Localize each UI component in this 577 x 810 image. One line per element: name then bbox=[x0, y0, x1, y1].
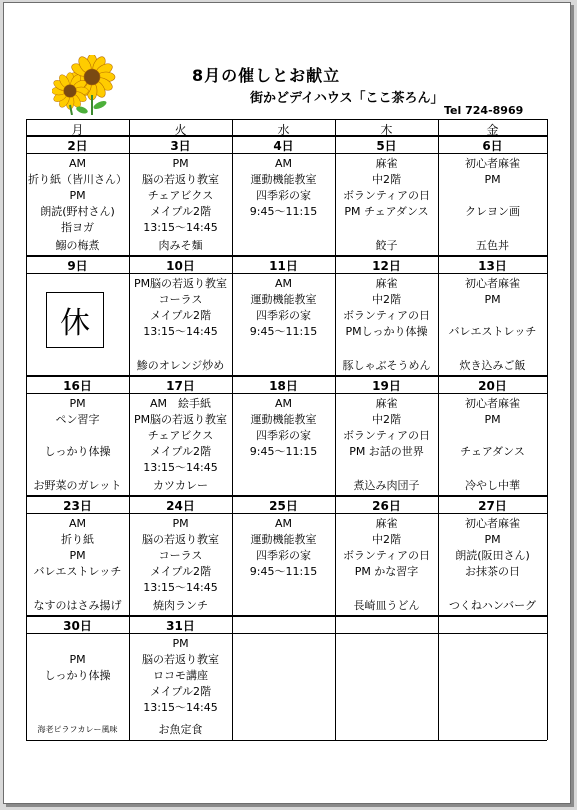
weekday-header: 水 bbox=[277, 123, 290, 137]
event-line: メイプル2階 bbox=[149, 445, 211, 458]
event-line: バレエストレッチ bbox=[33, 565, 122, 578]
day-events bbox=[335, 276, 438, 340]
event-line: コーラス bbox=[158, 293, 203, 306]
event-line: PM脳の若返り教室 bbox=[133, 413, 228, 426]
event-line: メイプル2階 bbox=[149, 565, 211, 578]
weekday-header: 火 bbox=[174, 123, 187, 137]
event-line: 朗読(野村さん) bbox=[40, 205, 115, 218]
holiday-mark: 休 bbox=[46, 292, 104, 348]
date-label: 13日 bbox=[478, 259, 507, 273]
event-line: PM チェアダンス bbox=[344, 205, 429, 218]
day-events bbox=[26, 396, 129, 460]
event-line: 中2階 bbox=[372, 413, 401, 426]
event-line: PM bbox=[172, 637, 189, 650]
lunch-menu: つくねハンバーグ bbox=[448, 599, 537, 612]
lunch-menu: なすのはさみ揚げ bbox=[33, 599, 122, 612]
event-line: 四季彩の家 bbox=[256, 189, 311, 202]
date-label: 3日 bbox=[170, 139, 191, 153]
event-line: 中2階 bbox=[372, 293, 401, 306]
event-line: 麻雀 bbox=[375, 277, 398, 290]
lunch-menu: 鰯の梅煮 bbox=[55, 239, 100, 252]
event-line bbox=[26, 636, 129, 652]
event-line: バレエストレッチ bbox=[448, 325, 537, 338]
event-line: AM bbox=[274, 157, 292, 170]
event-line: 13:15～14:45 bbox=[143, 701, 218, 714]
lunch-menu: 五色丼 bbox=[476, 239, 509, 252]
day-events bbox=[129, 396, 232, 476]
lunch-menu: 冷やし中華 bbox=[465, 479, 520, 492]
sunflower-icon bbox=[52, 55, 122, 115]
day-events bbox=[232, 156, 335, 220]
day-events bbox=[335, 516, 438, 580]
date-label: 17日 bbox=[166, 379, 195, 393]
event-line: チェアダンス bbox=[460, 445, 525, 458]
day-events bbox=[26, 636, 129, 684]
event-line: 中2階 bbox=[372, 173, 401, 186]
event-line: コーラス bbox=[158, 549, 203, 562]
date-label: 6日 bbox=[482, 139, 503, 153]
event-line: 指ヨガ bbox=[61, 221, 94, 234]
event-line bbox=[438, 188, 547, 204]
event-line: 初心者麻雀 bbox=[465, 517, 520, 530]
event-line: PM お話の世界 bbox=[349, 445, 424, 458]
event-line: AM bbox=[68, 517, 86, 530]
event-line: ボランティアの日 bbox=[342, 189, 431, 202]
event-line: 13:15～14:45 bbox=[143, 581, 218, 594]
date-label: 20日 bbox=[478, 379, 507, 393]
event-line: 脳の若返り教室 bbox=[142, 653, 219, 666]
date-label: 12日 bbox=[372, 259, 401, 273]
event-line: 朗読(阪田さん) bbox=[455, 549, 530, 562]
lunch-menu: お魚定食 bbox=[158, 723, 203, 736]
event-line: お抹茶の日 bbox=[465, 565, 520, 578]
event-line: PM bbox=[69, 397, 86, 410]
day-events bbox=[438, 516, 547, 580]
event-line: PM bbox=[69, 549, 86, 562]
page-title: 8月の催しとお献立 bbox=[192, 66, 341, 85]
date-label: 19日 bbox=[372, 379, 401, 393]
event-line: 四季彩の家 bbox=[256, 549, 311, 562]
event-line: 初心者麻雀 bbox=[465, 397, 520, 410]
event-line bbox=[26, 428, 129, 444]
event-line: PM bbox=[484, 413, 501, 426]
date-label: 18日 bbox=[269, 379, 298, 393]
day-events bbox=[26, 156, 129, 236]
event-calendar-table bbox=[26, 119, 547, 740]
day-events bbox=[335, 156, 438, 220]
event-line: 麻雀 bbox=[375, 397, 398, 410]
date-label: 27日 bbox=[478, 499, 507, 513]
day-events bbox=[26, 516, 129, 580]
event-line: 四季彩の家 bbox=[256, 429, 311, 442]
event-line: 初心者麻雀 bbox=[465, 157, 520, 170]
date-label: 31日 bbox=[166, 619, 195, 633]
date-label: 2日 bbox=[67, 139, 88, 153]
event-line: ペン習字 bbox=[55, 413, 100, 426]
event-line: AM 絵手紙 bbox=[149, 397, 211, 410]
event-line: PM bbox=[484, 173, 501, 186]
event-line: AM bbox=[68, 157, 86, 170]
event-line: 運動機能教室 bbox=[250, 413, 317, 426]
table-bottom-border bbox=[26, 740, 547, 741]
phone-number: Tel 724-8969 bbox=[444, 104, 524, 117]
event-line: ボランティアの日 bbox=[342, 549, 431, 562]
date-label: 23日 bbox=[63, 499, 92, 513]
event-line: PM bbox=[172, 517, 189, 530]
event-line: PM bbox=[69, 653, 86, 666]
lunch-menu: 肉みそ麺 bbox=[158, 239, 203, 252]
lunch-menu: 長崎皿うどん bbox=[353, 599, 420, 612]
event-line: 9:45～11:15 bbox=[249, 565, 318, 578]
lunch-menu: 鯵のオレンジ炒め bbox=[136, 359, 225, 372]
event-line: PM bbox=[172, 157, 189, 170]
event-line: 13:15～14:45 bbox=[143, 325, 218, 338]
event-line: AM bbox=[274, 277, 292, 290]
event-line: チェアビクス bbox=[147, 429, 214, 442]
event-line: AM bbox=[274, 517, 292, 530]
event-line: PM bbox=[484, 293, 501, 306]
event-line: メイプル2階 bbox=[149, 685, 211, 698]
event-line: PM脳の若返り教室 bbox=[133, 277, 228, 290]
event-line: 13:15～14:45 bbox=[143, 221, 218, 234]
day-events bbox=[232, 276, 335, 340]
event-line: 13:15～14:45 bbox=[143, 461, 218, 474]
day-events bbox=[232, 516, 335, 580]
day-events bbox=[129, 156, 232, 236]
date-label: 25日 bbox=[269, 499, 298, 513]
lunch-menu: お野菜のガレット bbox=[33, 479, 122, 492]
event-line: チェアビクス bbox=[147, 189, 214, 202]
event-line: しっかり体操 bbox=[44, 445, 111, 458]
event-line: 麻雀 bbox=[375, 517, 398, 530]
date-label: 4日 bbox=[273, 139, 294, 153]
date-label: 10日 bbox=[166, 259, 195, 273]
event-line: 運動機能教室 bbox=[250, 533, 317, 546]
event-line: メイプル2階 bbox=[149, 309, 211, 322]
event-line bbox=[438, 308, 547, 324]
event-line: 運動機能教室 bbox=[250, 173, 317, 186]
event-line: 四季彩の家 bbox=[256, 309, 311, 322]
event-line: PM bbox=[484, 533, 501, 546]
weekday-header: 月 bbox=[71, 123, 84, 137]
date-label: 16日 bbox=[63, 379, 92, 393]
event-line: 初心者麻雀 bbox=[465, 277, 520, 290]
day-events bbox=[129, 516, 232, 596]
event-line: 9:45～11:15 bbox=[249, 325, 318, 338]
event-line: しっかり体操 bbox=[44, 669, 111, 682]
lunch-menu: 焼肉ランチ bbox=[153, 599, 208, 612]
day-events bbox=[129, 276, 232, 340]
event-line: PMしっかり体操 bbox=[345, 325, 428, 338]
event-line: 麻雀 bbox=[375, 157, 398, 170]
event-line: 脳の若返り教室 bbox=[142, 533, 219, 546]
facility-name: 街かどデイハウス「ここ茶ろん」 bbox=[250, 91, 444, 106]
weekday-header: 金 bbox=[486, 123, 499, 137]
event-line: クレヨン画 bbox=[465, 205, 520, 218]
date-label: 30日 bbox=[63, 619, 92, 633]
lunch-menu: 豚しゃぶそうめん bbox=[342, 359, 431, 372]
day-events bbox=[438, 276, 547, 340]
lunch-menu: 餃子 bbox=[375, 239, 398, 252]
event-line: 中2階 bbox=[372, 533, 401, 546]
event-line: ロコモ講座 bbox=[153, 669, 208, 682]
event-line bbox=[438, 428, 547, 444]
event-line: 折り紙 bbox=[61, 533, 94, 546]
column-divider bbox=[547, 119, 548, 740]
event-line: 運動機能教室 bbox=[250, 293, 317, 306]
day-events bbox=[232, 396, 335, 460]
lunch-menu: カツカレー bbox=[153, 479, 208, 492]
weekday-header: 木 bbox=[380, 123, 393, 137]
date-label: 11日 bbox=[269, 259, 298, 273]
day-events bbox=[129, 636, 232, 716]
event-line: AM bbox=[274, 397, 292, 410]
event-line: PM bbox=[69, 189, 86, 202]
lunch-menu: 煮込み肉団子 bbox=[353, 479, 420, 492]
event-line: 脳の若返り教室 bbox=[142, 173, 219, 186]
date-label: 26日 bbox=[372, 499, 401, 513]
day-events bbox=[438, 396, 547, 460]
lunch-menu: 海老ピラフカレー風味 bbox=[37, 725, 118, 734]
event-line: 9:45～11:15 bbox=[249, 205, 318, 218]
table-top-border bbox=[26, 119, 547, 120]
day-events bbox=[438, 156, 547, 220]
event-line: ボランティアの日 bbox=[342, 429, 431, 442]
date-label: 24日 bbox=[166, 499, 195, 513]
event-line: 折り紙（皆川さん） bbox=[28, 173, 127, 186]
event-line: ボランティアの日 bbox=[342, 309, 431, 322]
lunch-menu: 炊き込みご飯 bbox=[459, 359, 526, 372]
event-line: PM かな習字 bbox=[354, 565, 419, 578]
day-events bbox=[335, 396, 438, 460]
event-line: 9:45～11:15 bbox=[249, 445, 318, 458]
date-label: 9日 bbox=[67, 259, 88, 273]
event-line: メイプル2階 bbox=[149, 205, 211, 218]
date-label: 5日 bbox=[376, 139, 397, 153]
